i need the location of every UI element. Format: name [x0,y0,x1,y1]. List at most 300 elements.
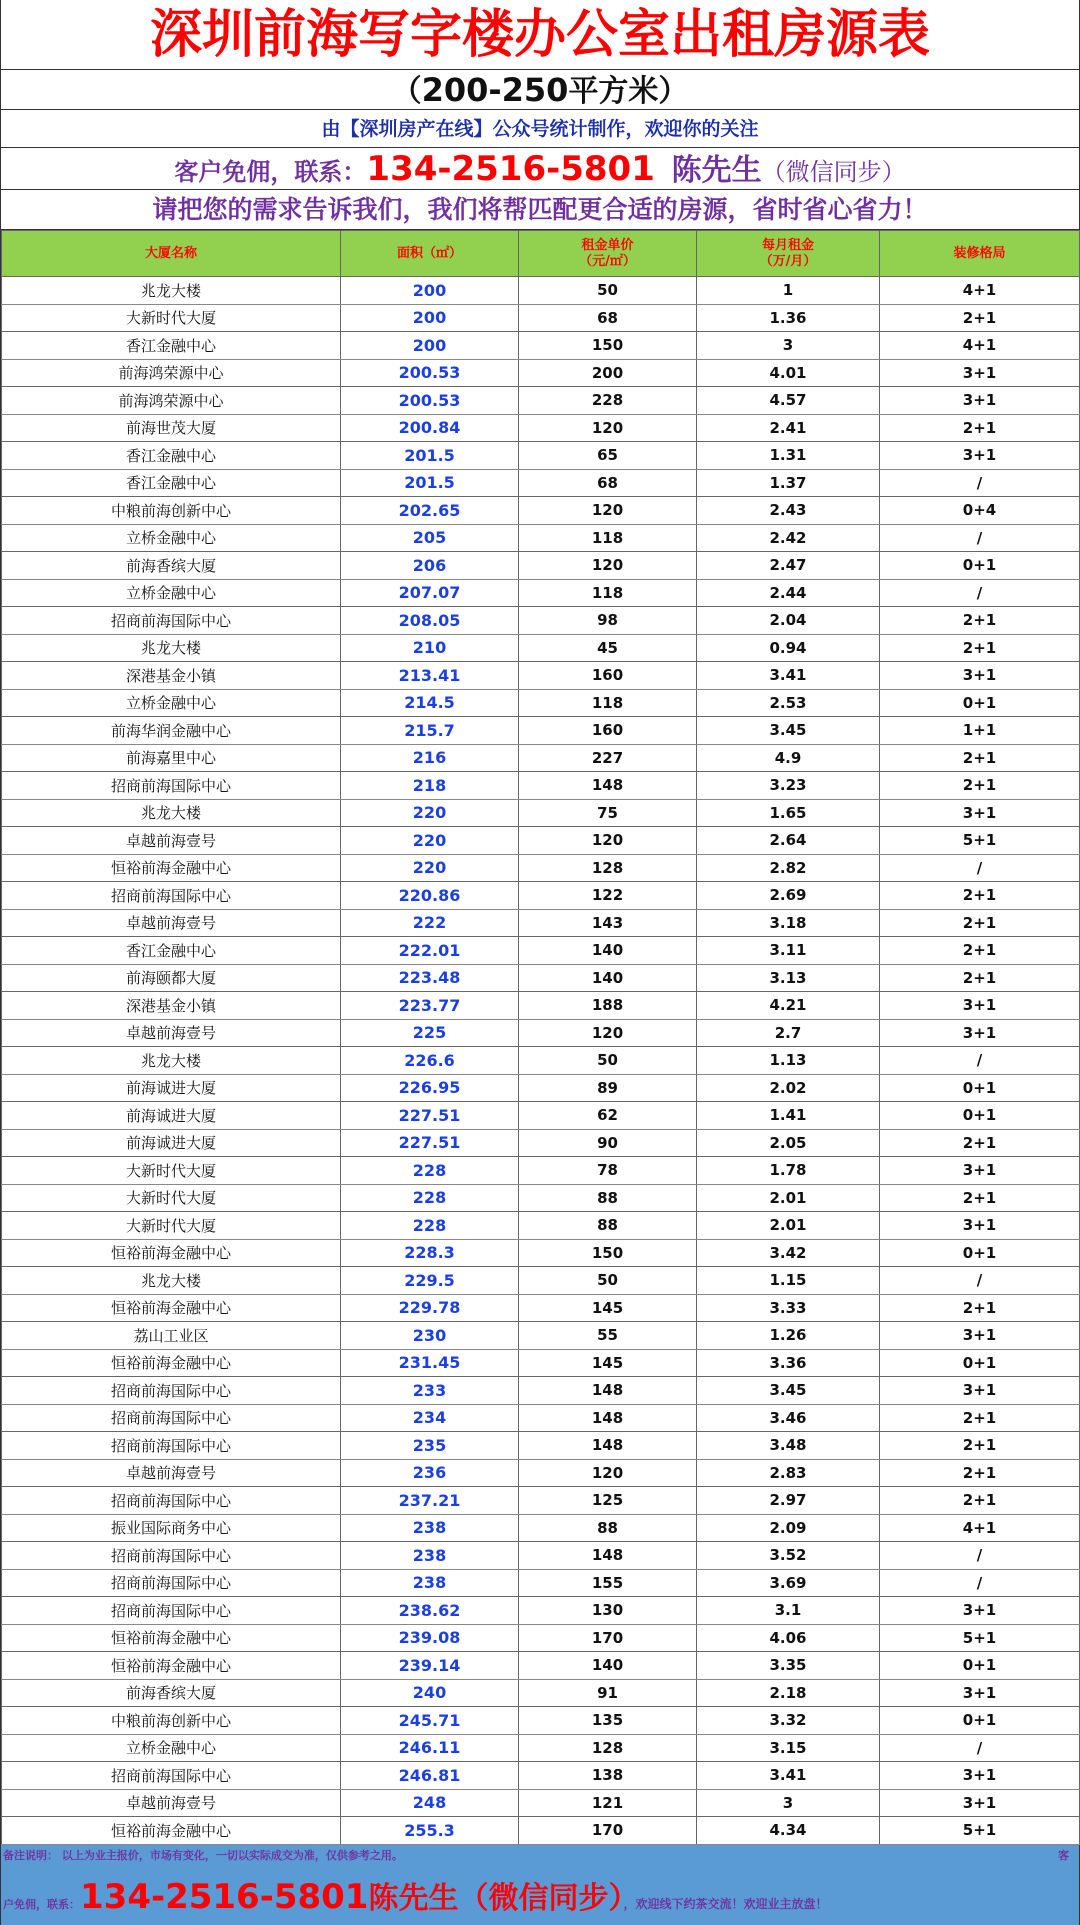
cell-unit-price: 89 [519,1074,697,1102]
cell-layout: 0+4 [880,497,1080,525]
cell-layout: 2+1 [880,304,1080,332]
cell-monthly-rent: 2.83 [697,1459,880,1487]
cell-unit-price: 140 [519,937,697,965]
col-header-rent-line2: （万/月） [759,253,817,269]
cell-building-name: 卓越前海壹号 [2,909,341,937]
cell-monthly-rent: 2.18 [697,1679,880,1707]
cell-unit-price: 118 [519,524,697,552]
cell-area: 238.62 [341,1597,519,1625]
cell-area: 207.07 [341,579,519,607]
cell-layout: 5+1 [880,827,1080,855]
table-row [2,497,1080,525]
cell-monthly-rent: 1.13 [697,1047,880,1075]
cell-unit-price: 160 [519,717,697,745]
table-row [2,882,1080,910]
cell-monthly-rent: 3.46 [697,1404,880,1432]
cell-building-name: 前海香缤大厦 [2,1679,341,1707]
cell-area: 200 [341,332,519,360]
cell-layout: 5+1 [880,1817,1080,1845]
cell-building-name: 招商前海国际中心 [2,772,341,800]
cell-area: 255.3 [341,1817,519,1845]
table-row [2,1239,1080,1267]
table-row [2,717,1080,745]
cell-monthly-rent: 2.64 [697,827,880,855]
cell-building-name: 大新时代大厦 [2,1184,341,1212]
cell-building-name: 前海华润金融中心 [2,717,341,745]
footer-suffix: ，欢迎线下约茶交流！欢迎业主放盘！ [623,1896,828,1911]
cell-layout: / [880,524,1080,552]
table-row [2,1074,1080,1102]
cell-area: 245.71 [341,1707,519,1735]
cell-unit-price: 68 [519,304,697,332]
table-row [2,909,1080,937]
table-row [2,277,1080,305]
table-row [2,1707,1080,1735]
cell-layout: 2+1 [880,634,1080,662]
cell-monthly-rent: 4.9 [697,744,880,772]
cell-layout: 4+1 [880,277,1080,305]
cell-building-name: 卓越前海壹号 [2,827,341,855]
cell-unit-price: 155 [519,1569,697,1597]
col-header-name: 大厦名称 [2,231,341,277]
cell-building-name: 招商前海国际中心 [2,1377,341,1405]
subtitle-unit: 平方米） [568,74,689,109]
cell-area: 228 [341,1212,519,1240]
table-row [2,1569,1080,1597]
cell-layout: 2+1 [880,607,1080,635]
cell-area: 238 [341,1514,519,1542]
cell-area: 233 [341,1377,519,1405]
table-row [2,1762,1080,1790]
table-row [2,387,1080,415]
cell-building-name: 中粮前海创新中心 [2,497,341,525]
cell-monthly-rent: 3.45 [697,1377,880,1405]
cell-area: 225 [341,1019,519,1047]
contact-phone[interactable]: 134-2516-5801 [366,149,655,189]
table-header-row [2,231,1080,277]
cell-unit-price: 120 [519,497,697,525]
cell-unit-price: 68 [519,469,697,497]
cell-unit-price: 148 [519,1404,697,1432]
cell-unit-price: 65 [519,442,697,470]
cell-area: 214.5 [341,689,519,717]
table-row [2,414,1080,442]
table-row [2,992,1080,1020]
cell-area: 200 [341,277,519,305]
col-header-layout: 装修格局 [880,231,1080,277]
cell-layout: 2+1 [880,937,1080,965]
cell-area: 210 [341,634,519,662]
cell-area: 215.7 [341,717,519,745]
contact-name: 陈先生 [671,153,762,188]
cell-monthly-rent: 3.36 [697,1349,880,1377]
cell-monthly-rent: 3.33 [697,1294,880,1322]
cell-unit-price: 128 [519,1734,697,1762]
cell-building-name: 招商前海国际中心 [2,1762,341,1790]
cell-monthly-rent: 2.01 [697,1212,880,1240]
cell-building-name: 前海世茂大厦 [2,414,341,442]
cell-layout: 5+1 [880,1624,1080,1652]
cell-layout: 0+1 [880,1707,1080,1735]
cell-layout: 0+1 [880,1349,1080,1377]
cell-unit-price: 121 [519,1789,697,1817]
cell-monthly-rent: 1.65 [697,799,880,827]
cell-layout: 3+1 [880,1157,1080,1185]
cell-area: 238 [341,1542,519,1570]
cell-monthly-rent: 3 [697,332,880,360]
cell-monthly-rent: 3.35 [697,1652,880,1680]
cell-building-name: 卓越前海壹号 [2,1019,341,1047]
cell-unit-price: 128 [519,854,697,882]
table-row [2,304,1080,332]
cell-monthly-rent: 3.69 [697,1569,880,1597]
cell-unit-price: 148 [519,772,697,800]
cell-layout: 3+1 [880,992,1080,1020]
cell-area: 228 [341,1184,519,1212]
cell-area: 220.86 [341,882,519,910]
cell-area: 239.14 [341,1652,519,1680]
cell-area: 234 [341,1404,519,1432]
table-row [2,332,1080,360]
cell-layout: 0+1 [880,1239,1080,1267]
cell-unit-price: 125 [519,1487,697,1515]
table-row [2,1377,1080,1405]
cell-monthly-rent: 4.01 [697,359,880,387]
cell-area: 200.53 [341,387,519,415]
cell-layout: 0+1 [880,1074,1080,1102]
page-title: 深圳前海写字楼办公室出租房源表 [1,0,1079,70]
cell-building-name: 前海香缤大厦 [2,552,341,580]
cell-building-name: 招商前海国际中心 [2,1404,341,1432]
cell-area: 222 [341,909,519,937]
cell-layout: 0+1 [880,552,1080,580]
cell-area: 227.51 [341,1102,519,1130]
cell-monthly-rent: 1.36 [697,304,880,332]
cell-unit-price: 138 [519,1762,697,1790]
cell-unit-price: 45 [519,634,697,662]
cell-unit-price: 88 [519,1212,697,1240]
cell-monthly-rent: 1.78 [697,1157,880,1185]
cell-area: 240 [341,1679,519,1707]
cell-unit-price: 148 [519,1542,697,1570]
cell-building-name: 恒裕前海金融中心 [2,1294,341,1322]
cell-area: 208.05 [341,607,519,635]
table-row [2,964,1080,992]
source-note: 由【深圳房产在线】公众号统计制作，欢迎你的关注 [1,110,1079,148]
cell-building-name: 兆龙大楼 [2,1267,341,1295]
cell-monthly-rent: 3.23 [697,772,880,800]
cell-unit-price: 90 [519,1129,697,1157]
cell-layout: 3+1 [880,1322,1080,1350]
cell-layout: 1+1 [880,717,1080,745]
table-row [2,1212,1080,1240]
cell-monthly-rent: 1 [697,277,880,305]
cell-building-name: 荔山工业区 [2,1322,341,1350]
cell-building-name: 前海嘉里中心 [2,744,341,772]
cell-building-name: 深港基金小镇 [2,662,341,690]
cell-unit-price: 160 [519,662,697,690]
table-row [2,1157,1080,1185]
cell-area: 228.3 [341,1239,519,1267]
cell-unit-price: 78 [519,1157,697,1185]
cell-unit-price: 118 [519,689,697,717]
cell-layout: 3+1 [880,359,1080,387]
cell-monthly-rent: 3.41 [697,662,880,690]
table-row [2,524,1080,552]
cell-monthly-rent: 3.48 [697,1432,880,1460]
cell-area: 246.11 [341,1734,519,1762]
cell-monthly-rent: 2.47 [697,552,880,580]
table-row [2,772,1080,800]
cell-layout: 3+1 [880,387,1080,415]
table-row [2,854,1080,882]
cell-layout: / [880,1267,1080,1295]
cell-layout: / [880,1569,1080,1597]
cell-unit-price: 120 [519,552,697,580]
cell-building-name: 兆龙大楼 [2,1047,341,1075]
cell-area: 223.77 [341,992,519,1020]
cell-monthly-rent: 2.42 [697,524,880,552]
cell-unit-price: 148 [519,1377,697,1405]
cell-layout: 3+1 [880,1597,1080,1625]
table-row [2,1019,1080,1047]
table-row [2,1459,1080,1487]
cell-monthly-rent: 2.97 [697,1487,880,1515]
cell-monthly-rent: 3 [697,1789,880,1817]
cell-building-name: 招商前海国际中心 [2,882,341,910]
table-row [2,1789,1080,1817]
cell-monthly-rent: 2.53 [697,689,880,717]
cell-layout: 3+1 [880,1679,1080,1707]
cell-monthly-rent: 3.42 [697,1239,880,1267]
cell-unit-price: 143 [519,909,697,937]
cell-unit-price: 98 [519,607,697,635]
cell-building-name: 立桥金融中心 [2,689,341,717]
footer-note-right: 客 [1058,1848,1069,1862]
cell-building-name: 招商前海国际中心 [2,1597,341,1625]
table-row [2,1047,1080,1075]
cell-unit-price: 88 [519,1184,697,1212]
contact-line [1,148,1079,190]
cell-layout: 4+1 [880,1514,1080,1542]
cell-area: 238 [341,1569,519,1597]
subtitle-open: （ [391,74,422,109]
cell-area: 213.41 [341,662,519,690]
cell-layout: 0+1 [880,689,1080,717]
table-row [2,1542,1080,1570]
table-row [2,1734,1080,1762]
table-row [2,469,1080,497]
cell-building-name: 招商前海国际中心 [2,607,341,635]
cell-area: 206 [341,552,519,580]
col-header-price [519,231,697,277]
table-row [2,1514,1080,1542]
cell-monthly-rent: 2.01 [697,1184,880,1212]
cell-unit-price: 130 [519,1597,697,1625]
cell-area: 246.81 [341,1762,519,1790]
cell-building-name: 前海诚进大厦 [2,1074,341,1102]
cell-layout: 3+1 [880,1212,1080,1240]
cell-area: 237.21 [341,1487,519,1515]
cell-layout: / [880,469,1080,497]
cell-layout: 2+1 [880,964,1080,992]
cell-building-name: 香江金融中心 [2,937,341,965]
cell-building-name: 兆龙大楼 [2,634,341,662]
cell-monthly-rent: 1.31 [697,442,880,470]
cell-layout: 3+1 [880,662,1080,690]
cell-area: 200.84 [341,414,519,442]
table-row [2,1652,1080,1680]
cell-building-name: 立桥金融中心 [2,524,341,552]
cell-monthly-rent: 2.7 [697,1019,880,1047]
cell-building-name: 招商前海国际中心 [2,1569,341,1597]
cell-layout: 3+1 [880,1789,1080,1817]
cell-area: 200 [341,304,519,332]
cell-unit-price: 227 [519,744,697,772]
table-row [2,579,1080,607]
cell-monthly-rent: 3.13 [697,964,880,992]
cell-unit-price: 120 [519,414,697,442]
cell-unit-price: 200 [519,359,697,387]
subtitle-range: 200-250 [421,71,569,109]
table-row [2,1102,1080,1130]
cell-building-name: 卓越前海壹号 [2,1789,341,1817]
cell-building-name: 恒裕前海金融中心 [2,854,341,882]
cell-building-name: 恒裕前海金融中心 [2,1624,341,1652]
footer-contact [3,1873,827,1917]
table-row [2,689,1080,717]
cell-layout: 2+1 [880,1294,1080,1322]
cell-unit-price: 228 [519,387,697,415]
cell-area: 222.01 [341,937,519,965]
appeal-line: 请把您的需求告诉我们，我们将帮匹配更合适的房源，省时省心省力！ [1,190,1079,230]
cell-layout: 0+1 [880,1652,1080,1680]
cell-unit-price: 170 [519,1624,697,1652]
cell-building-name: 招商前海国际中心 [2,1542,341,1570]
cell-monthly-rent: 2.44 [697,579,880,607]
cell-unit-price: 62 [519,1102,697,1130]
cell-area: 216 [341,744,519,772]
cell-monthly-rent: 2.82 [697,854,880,882]
table-row [2,799,1080,827]
cell-area: 230 [341,1322,519,1350]
cell-unit-price: 170 [519,1817,697,1845]
cell-area: 239.08 [341,1624,519,1652]
cell-area: 200.53 [341,359,519,387]
cell-layout: 2+1 [880,1459,1080,1487]
cell-monthly-rent: 4.06 [697,1624,880,1652]
cell-layout: / [880,1734,1080,1762]
cell-unit-price: 122 [519,882,697,910]
cell-unit-price: 150 [519,1239,697,1267]
cell-layout: 2+1 [880,1184,1080,1212]
table-row [2,1404,1080,1432]
cell-building-name: 卓越前海壹号 [2,1459,341,1487]
cell-layout: 2+1 [880,744,1080,772]
cell-unit-price: 135 [519,1707,697,1735]
cell-area: 220 [341,854,519,882]
cell-unit-price: 50 [519,277,697,305]
cell-unit-price: 150 [519,332,697,360]
cell-building-name: 前海诚进大厦 [2,1129,341,1157]
cell-layout: 0+1 [880,1102,1080,1130]
cell-unit-price: 140 [519,964,697,992]
cell-building-name: 大新时代大厦 [2,1212,341,1240]
cell-unit-price: 145 [519,1294,697,1322]
table-row [2,1267,1080,1295]
cell-area: 229.5 [341,1267,519,1295]
cell-monthly-rent: 3.41 [697,1762,880,1790]
cell-layout: 2+1 [880,1404,1080,1432]
cell-monthly-rent: 3.52 [697,1542,880,1570]
listing-rows [2,277,1080,1845]
cell-building-name: 大新时代大厦 [2,1157,341,1185]
cell-layout: 3+1 [880,1762,1080,1790]
cell-monthly-rent: 4.34 [697,1817,880,1845]
footer-note: 备注说明： 以上为业主报价，市场有变化，一切以实际成交为准，仅供参考之用。 [3,1848,403,1862]
cell-building-name: 前海鸿荣源中心 [2,387,341,415]
cell-layout: / [880,1047,1080,1075]
listing-table [1,230,1080,1845]
cell-area: 227.51 [341,1129,519,1157]
contact-wechat: （微信同步） [761,158,906,186]
col-header-area: 面积（㎡） [341,231,519,277]
cell-layout: 4+1 [880,332,1080,360]
cell-unit-price: 120 [519,1019,697,1047]
table-row [2,1679,1080,1707]
cell-area: 201.5 [341,469,519,497]
cell-layout: / [880,1542,1080,1570]
cell-area: 220 [341,827,519,855]
cell-area: 205 [341,524,519,552]
cell-area: 229.78 [341,1294,519,1322]
table-row [2,359,1080,387]
table-row [2,1432,1080,1460]
cell-building-name: 前海鸿荣源中心 [2,359,341,387]
cell-layout: 2+1 [880,1487,1080,1515]
cell-layout: 2+1 [880,772,1080,800]
cell-area: 228 [341,1157,519,1185]
table-row [2,1349,1080,1377]
table-row [2,1129,1080,1157]
cell-monthly-rent: 1.41 [697,1102,880,1130]
cell-building-name: 兆龙大楼 [2,799,341,827]
cell-monthly-rent: 3.11 [697,937,880,965]
cell-unit-price: 55 [519,1322,697,1350]
table-row [2,827,1080,855]
cell-layout: 2+1 [880,1432,1080,1460]
cell-unit-price: 140 [519,1652,697,1680]
cell-monthly-rent: 2.41 [697,414,880,442]
footer-phone[interactable]: 134-2516-5801 [80,1876,369,1917]
cell-monthly-rent: 2.02 [697,1074,880,1102]
cell-area: 248 [341,1789,519,1817]
cell-building-name: 振业国际商务中心 [2,1514,341,1542]
cell-monthly-rent: 3.32 [697,1707,880,1735]
col-header-rent [697,231,880,277]
cell-unit-price: 50 [519,1047,697,1075]
cell-monthly-rent: 2.69 [697,882,880,910]
cell-monthly-rent: 2.04 [697,607,880,635]
table-row [2,744,1080,772]
cell-area: 201.5 [341,442,519,470]
cell-area: 218 [341,772,519,800]
cell-area: 226.6 [341,1047,519,1075]
cell-building-name: 前海颐都大厦 [2,964,341,992]
cell-unit-price: 120 [519,827,697,855]
cell-building-name: 香江金融中心 [2,469,341,497]
cell-monthly-rent: 4.21 [697,992,880,1020]
